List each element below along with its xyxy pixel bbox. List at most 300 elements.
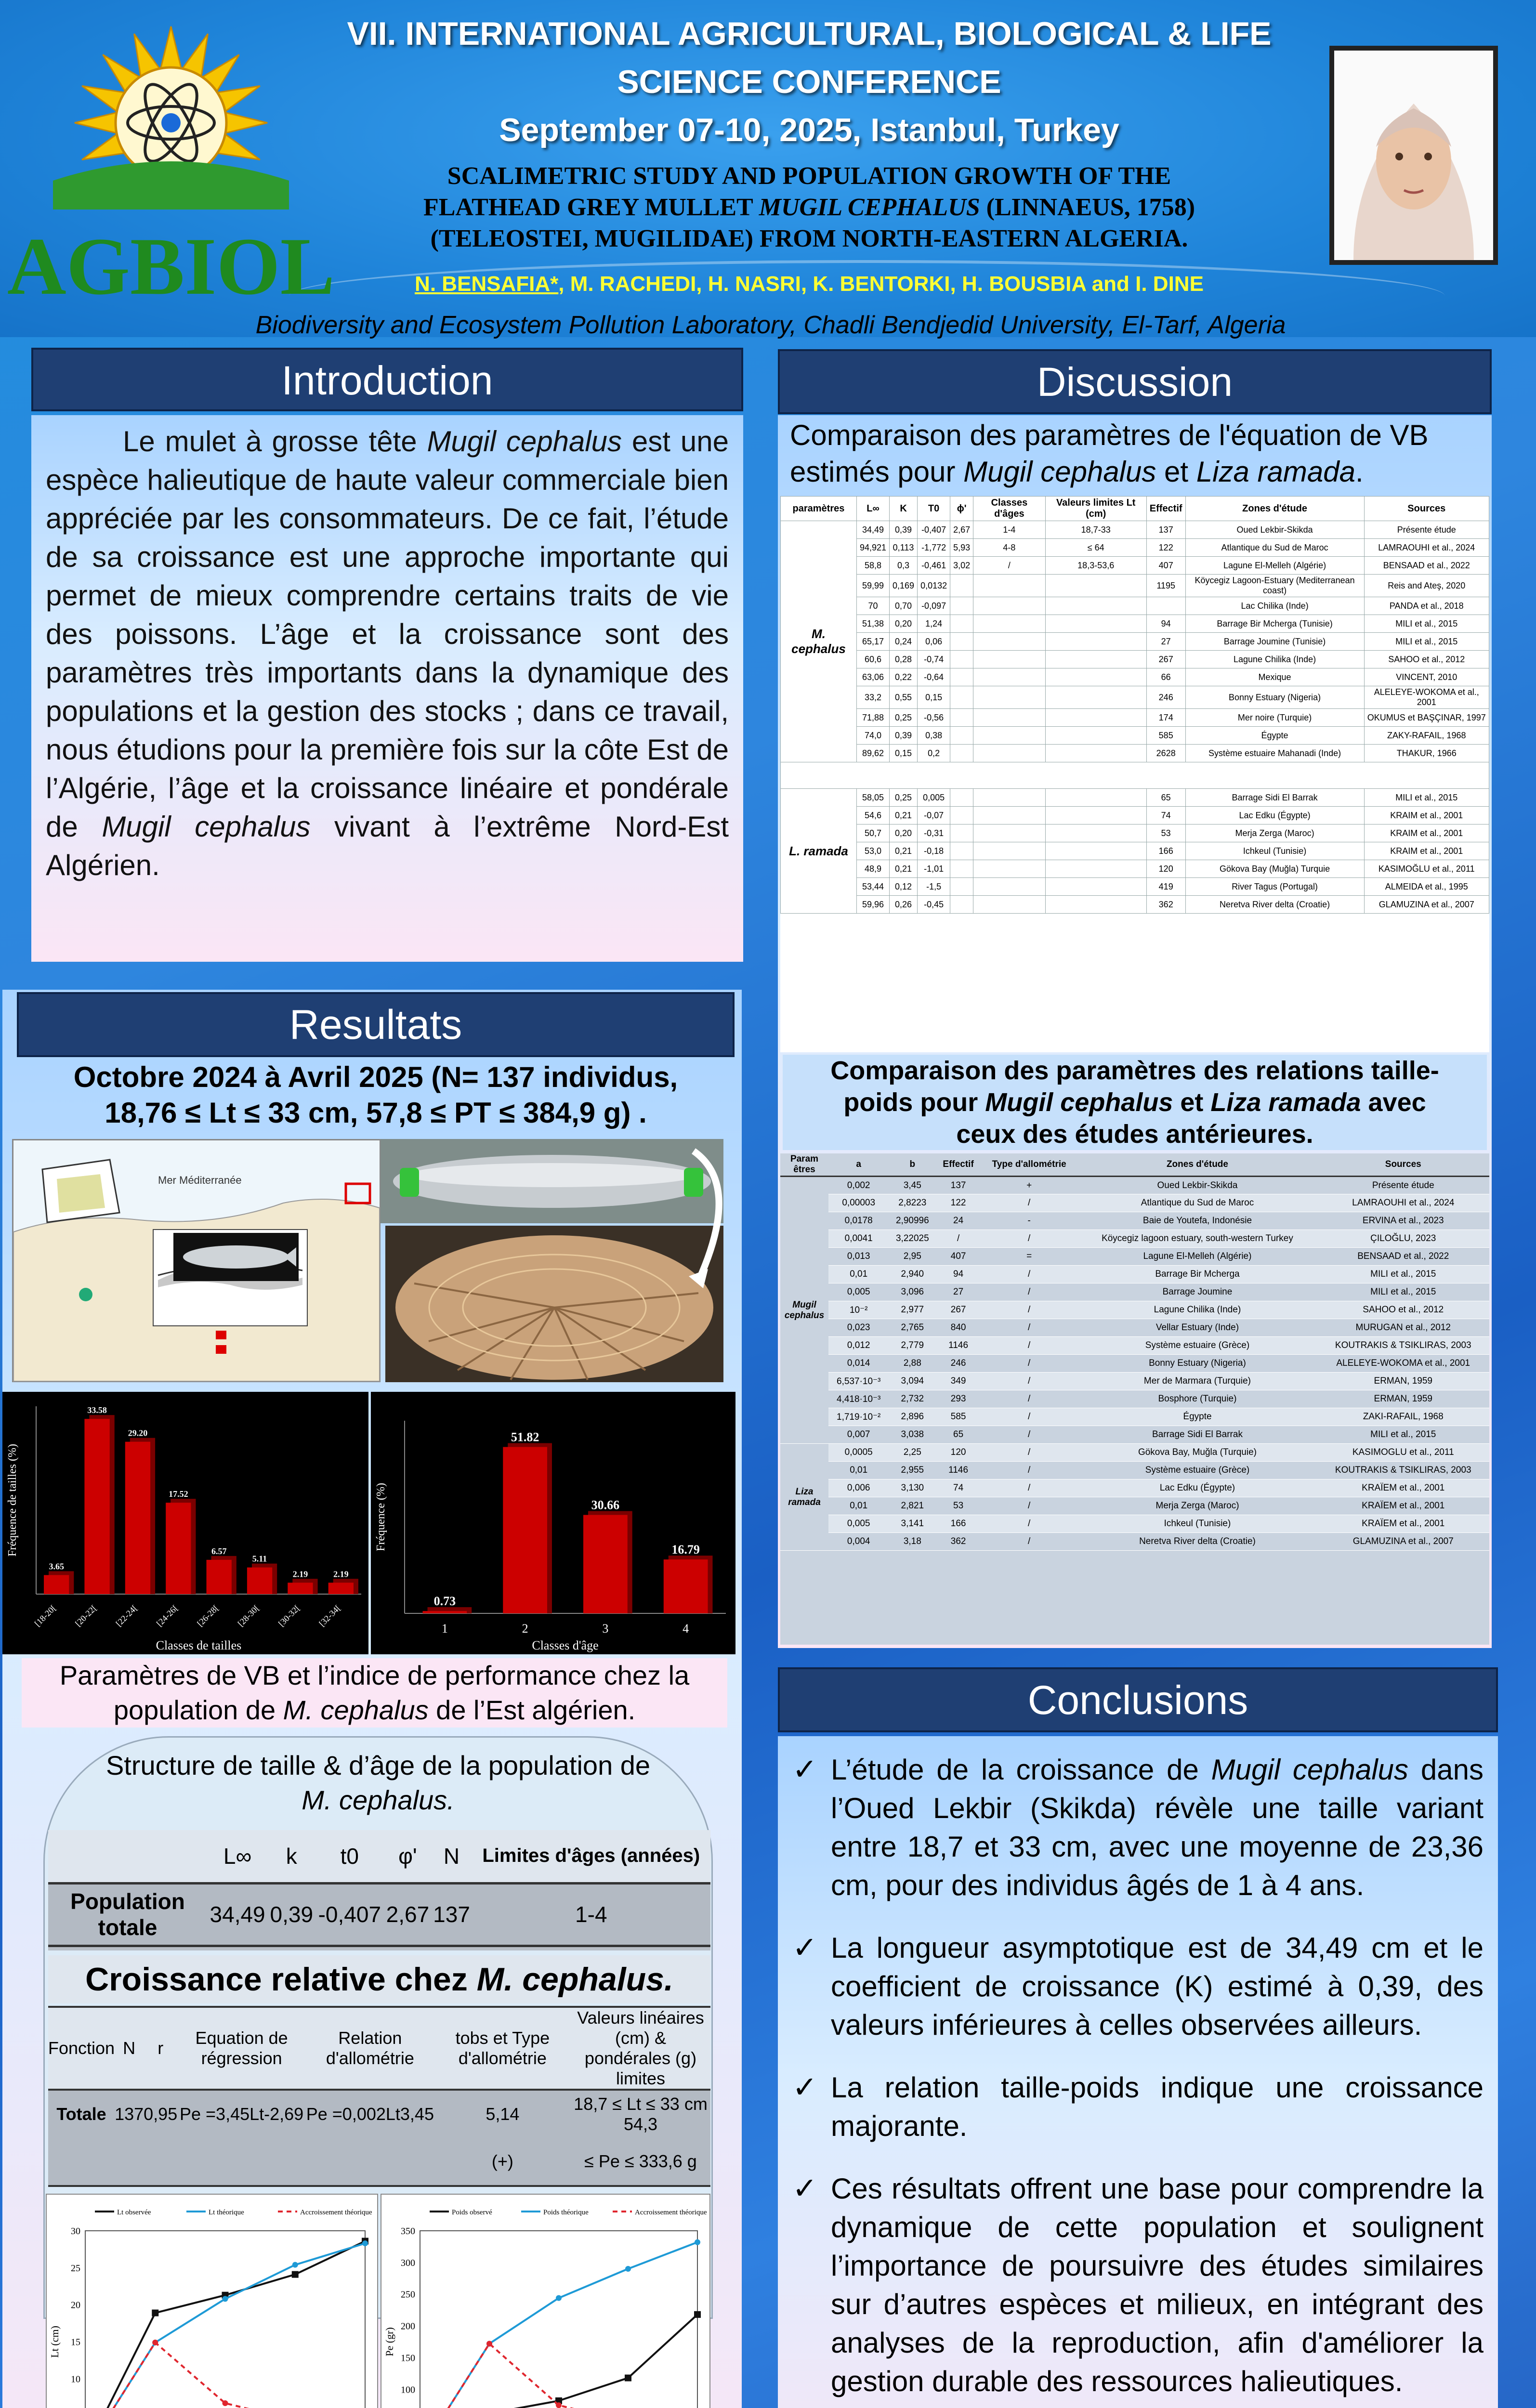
table-cell: Barrage Bir Mcherga xyxy=(1077,1266,1317,1283)
table-cell: 0,06 xyxy=(918,633,950,651)
table-cell: 53 xyxy=(936,1497,981,1515)
table-cell: 120 xyxy=(936,1444,981,1462)
table-cell: 0,113 xyxy=(890,539,918,557)
table-cell: 53,0 xyxy=(856,842,889,860)
table-cell: ZAKI-RAFAIL, 1968 xyxy=(1317,1408,1489,1426)
rel-h-limits: Valeurs linéaires (cm) & pondérales (g) limites xyxy=(577,2008,704,2088)
table-cell: 94 xyxy=(1146,615,1185,633)
vb-parameters-table xyxy=(48,1830,710,1950)
table-cell: 0,005 xyxy=(828,1283,889,1301)
bar-value-label: 30.66 xyxy=(591,1498,620,1512)
rel-h-fonction: Fonction xyxy=(48,2038,115,2058)
table-cell xyxy=(973,807,1045,824)
conclusion-item-2: ✓ La longueur asymptotique est de 34,49 cm et le coefficient de croissance (K) estimé à 0,39, des valeurs inférieures à celles observées ailleurs. xyxy=(788,1929,1483,2044)
lw-comparison-title xyxy=(783,1055,1487,1150)
data-point xyxy=(292,2271,299,2278)
bar-value-label: 29.20 xyxy=(128,1428,148,1438)
table-cell: 2,765 xyxy=(889,1319,936,1337)
table-cell: -0,407 xyxy=(918,521,950,539)
table-cell: Ichkeul (Tunisie) xyxy=(1185,842,1364,860)
table-cell: 3,22025 xyxy=(889,1230,936,1248)
table-cell: 74 xyxy=(936,1479,981,1497)
bar-value-label: 5.11 xyxy=(252,1554,267,1564)
bar-value-label: 51.82 xyxy=(511,1430,539,1444)
table-cell: Barrage Sidi El Barrak xyxy=(1185,789,1364,807)
table-row xyxy=(780,1230,1489,1248)
table-cell: 3,18 xyxy=(889,1533,936,1551)
species-group-label: Liza ramada xyxy=(780,1444,828,1551)
structure-title xyxy=(43,1748,713,1818)
table-cell: 2,8223 xyxy=(889,1194,936,1212)
table-cell: THAKUR, 1966 xyxy=(1364,745,1489,762)
table-row xyxy=(780,1248,1489,1266)
table-cell: / xyxy=(981,1462,1077,1479)
lw-header-cell: b xyxy=(889,1153,936,1177)
rel-equation: Pe =3,45Lt-2,69 xyxy=(180,2104,304,2124)
rel-h-tobs: tobs et Type d'allométrie xyxy=(455,2028,550,2068)
table-cell: VINCENT, 2010 xyxy=(1364,668,1489,686)
table-cell: / xyxy=(981,1337,1077,1355)
table-cell: KRAÏEM et al., 2001 xyxy=(1317,1515,1489,1533)
table-cell: Gökova Bay (Muğla) Turquie xyxy=(1185,860,1364,878)
bar xyxy=(84,1419,109,1594)
table-cell: 1195 xyxy=(1146,575,1185,597)
structure-title-1: Structure de taille & d’âge de la population de xyxy=(105,1750,651,1780)
category-label: [30-32[ xyxy=(276,1603,302,1629)
table-cell: 51,38 xyxy=(856,615,889,633)
table-cell: 0,0178 xyxy=(828,1212,889,1230)
table-cell: 0,15 xyxy=(918,686,950,709)
legend-label: Accroissement théorique xyxy=(635,2209,707,2216)
vb-caption-line-2: population de M. cephalus de l’Est algérien. xyxy=(113,1695,636,1725)
table-cell: 0,01 xyxy=(828,1497,889,1515)
series-line xyxy=(85,2241,365,2408)
table-cell: 1,719·10⁻² xyxy=(828,1408,889,1426)
table-cell: Gökova Bay, Muğla (Turquie) xyxy=(1077,1444,1317,1462)
table-cell: 0,22 xyxy=(890,668,918,686)
table-cell: 174 xyxy=(1146,709,1185,727)
table-cell: / xyxy=(936,1230,981,1248)
rel-fonction: Totale xyxy=(56,2104,106,2124)
vb-h-t0: t0 xyxy=(340,1843,359,1869)
discussion-heading: Discussion xyxy=(778,349,1492,414)
table-cell: Mer de Marmara (Turquie) xyxy=(1077,1373,1317,1390)
species-group-label: Mugil cephalus xyxy=(780,1177,828,1444)
introduction-panel xyxy=(31,415,743,962)
table-cell: 3,141 xyxy=(889,1515,936,1533)
rel-weight-limits: ≤ Pe ≤ 333,6 g xyxy=(584,2151,697,2171)
data-point xyxy=(486,2341,492,2346)
conference-line-3: September 07-10, 2025, Istanbul, Turkey xyxy=(499,112,1119,148)
table-cell: 137 xyxy=(1146,521,1185,539)
table-cell: 0,012 xyxy=(828,1337,889,1355)
table-row xyxy=(781,557,1489,575)
table-cell xyxy=(1045,651,1146,668)
vb-header-cell: Effectif xyxy=(1146,497,1185,521)
table-cell: / xyxy=(981,1533,1077,1551)
bar-value-label: 16.79 xyxy=(671,1543,700,1557)
table-cell xyxy=(973,668,1045,686)
spacer-cell xyxy=(781,762,1489,789)
table-cell: 3,096 xyxy=(889,1283,936,1301)
table-row xyxy=(781,824,1489,842)
table-cell: KOUTRAKIS & TSIKLIRAS, 2003 xyxy=(1317,1337,1489,1355)
data-point xyxy=(694,2311,701,2318)
vb-n: 137 xyxy=(433,1902,470,1927)
table-cell: 2,732 xyxy=(889,1390,936,1408)
table-cell xyxy=(973,896,1045,914)
table-cell: KRAIM et al., 2001 xyxy=(1364,807,1489,824)
table-cell xyxy=(950,789,973,807)
table-cell: Oued Lekbir-Skikda xyxy=(1077,1177,1317,1194)
table-cell: PANDA et al., 2018 xyxy=(1364,597,1489,615)
data-point xyxy=(152,2310,158,2316)
bar xyxy=(247,1568,272,1594)
table-cell: 166 xyxy=(1146,842,1185,860)
rel-r2-1 xyxy=(115,2138,144,2186)
table-cell: MILI et al., 2015 xyxy=(1317,1266,1489,1283)
table-row xyxy=(780,1194,1489,1212)
table-cell: ERVINA et al., 2023 xyxy=(1317,1212,1489,1230)
table-cell: 34,49 xyxy=(856,521,889,539)
table-row xyxy=(780,1212,1489,1230)
table-cell xyxy=(1045,745,1146,762)
lw-header-cell: Type d'allométrie xyxy=(981,1153,1077,1177)
table-cell: 89,62 xyxy=(856,745,889,762)
table-cell: Lac Chilika (Inde) xyxy=(1185,597,1364,615)
table-cell xyxy=(950,807,973,824)
table-row xyxy=(781,651,1489,668)
conclusions-heading: Conclusions xyxy=(778,1667,1498,1732)
table-cell: 0,005 xyxy=(918,789,950,807)
table-cell: / xyxy=(981,1390,1077,1408)
table-cell xyxy=(1045,597,1146,615)
table-cell: 0,26 xyxy=(890,896,918,914)
bar xyxy=(44,1575,69,1594)
table-row xyxy=(781,615,1489,633)
title-line-3: (TELEOSTEI, MUGILIDAE) FROM NORTH-EASTERN ALGERIA. xyxy=(430,225,1188,252)
table-cell: 0,55 xyxy=(890,686,918,709)
table-cell xyxy=(973,597,1045,615)
table-cell: ≤ 64 xyxy=(1045,539,1146,557)
table-cell: / xyxy=(981,1515,1077,1533)
sample-description xyxy=(17,1060,735,1131)
introduction-text: Le mulet à grosse tête Mugil cephalus est une espèce halieutique de haute valeur commerciale bien appréciée par les consommateurs. De ce fait, l’étude de sa croissance est une approche importante qui permet de mieux comprendre certains traits de vie des poissons. L’âge et la croissance sont des paramètres très importants dans la dynamique des populations et la gestion des stocks ; dans ce travail, nous étudions pour la première fois sur la côte Est de l’Algérie, l’âge et la croissance linéaire et pondérale de Mugil cephalus vivant à l’extrême Nord-Est Algérien. xyxy=(46,425,729,881)
bar-value-label: 2.19 xyxy=(333,1569,349,1579)
table-cell: 5,93 xyxy=(950,539,973,557)
table-cell xyxy=(1045,633,1146,651)
table-cell: Merja Zerga (Maroc) xyxy=(1077,1497,1317,1515)
table-cell: KRAÏEM et al., 2001 xyxy=(1317,1497,1489,1515)
table-cell: 0,01 xyxy=(828,1462,889,1479)
table-cell: MILI et al., 2015 xyxy=(1317,1283,1489,1301)
table-cell: 65,17 xyxy=(856,633,889,651)
legend-label: Lt observée xyxy=(117,2209,151,2216)
arrow-connector xyxy=(689,1146,742,1291)
table-cell: OKUMUS et BAŞÇINAR, 1997 xyxy=(1364,709,1489,727)
y-tick-label: 200 xyxy=(401,2321,415,2332)
table-cell: 59,96 xyxy=(856,896,889,914)
y-tick-label: 300 xyxy=(401,2257,415,2268)
table-cell: 840 xyxy=(936,1319,981,1337)
table-cell: Baie de Youtefa, Indonésie xyxy=(1077,1212,1317,1230)
table-cell: 48,9 xyxy=(856,860,889,878)
table-row xyxy=(781,789,1489,807)
table-cell: Égypte xyxy=(1077,1408,1317,1426)
conference-line-1: VII. INTERNATIONAL AGRICULTURAL, BIOLOGICAL & LIFE xyxy=(347,15,1272,52)
table-cell: KASIMOGLU et al., 2011 xyxy=(1317,1444,1489,1462)
table-cell: Présente étude xyxy=(1364,521,1489,539)
table-cell xyxy=(950,633,973,651)
table-cell: -0,097 xyxy=(918,597,950,615)
authors: N. BENSAFIA*, M. RACHEDI, H. NASRI, K. BENTORKI, H. BOUSBIA and I. DINE xyxy=(415,272,1204,296)
series-line xyxy=(420,2315,697,2408)
conference-line-2: SCIENCE CONFERENCE xyxy=(617,64,1001,100)
table-cell: 71,88 xyxy=(856,709,889,727)
table-cell: KASIMOĞLU et al., 2011 xyxy=(1364,860,1489,878)
table-cell: / xyxy=(981,1230,1077,1248)
table-cell: 74 xyxy=(1146,807,1185,824)
table-cell: -0,461 xyxy=(918,557,950,575)
table-cell: / xyxy=(981,1479,1077,1497)
vb-h-n: N xyxy=(443,1843,460,1869)
relative-growth-title: Croissance relative chez M. cephalus. xyxy=(48,1955,710,2003)
table-cell xyxy=(973,824,1045,842)
table-cell xyxy=(950,860,973,878)
conclusion-item-1: ✓ L’étude de la croissance de Mugil cephalus dans l’Oued Lekbir (Skikda) révèle une taille variant entre 18,7 et 33 cm, avec une moyenne de 23,36 cm, pour des individus âgés de 1 à 4 ans. xyxy=(788,1751,1483,1905)
table-cell: 0,007 xyxy=(828,1426,889,1444)
rel-r2-0 xyxy=(48,2138,115,2186)
table-cell: ERMAN, 1959 xyxy=(1317,1390,1489,1408)
table-cell xyxy=(950,686,973,709)
table-cell: 2,977 xyxy=(889,1301,936,1319)
table-row xyxy=(780,1266,1489,1283)
vb-k: 0,39 xyxy=(270,1902,314,1927)
table-cell: Mexique xyxy=(1185,668,1364,686)
series-line xyxy=(420,2242,697,2408)
table-cell: 0,21 xyxy=(890,842,918,860)
length-growth-chart xyxy=(46,2194,378,2408)
table-row xyxy=(781,521,1489,539)
table-cell: -0,18 xyxy=(918,842,950,860)
y-tick-label: 100 xyxy=(401,2384,415,2395)
introduction-heading: Introduction xyxy=(31,348,743,411)
table-cell: Neretva River delta (Croatie) xyxy=(1077,1533,1317,1551)
table-cell xyxy=(1045,842,1146,860)
table-cell: Merja Zerga (Maroc) xyxy=(1185,824,1364,842)
table-cell: 2,821 xyxy=(889,1497,936,1515)
legend-label: Accroissement théorique xyxy=(300,2209,372,2216)
table-cell: 0,21 xyxy=(890,860,918,878)
vb-header-cell: Zones d'étude xyxy=(1185,497,1364,521)
rel-r2-4 xyxy=(306,2138,434,2186)
table-cell: 1-4 xyxy=(973,521,1045,539)
table-cell: 137 xyxy=(936,1177,981,1194)
table-cell: LAMRAOUHI et al., 2024 xyxy=(1364,539,1489,557)
category-label: [18-20[ xyxy=(32,1603,58,1629)
table-cell: 122 xyxy=(1146,539,1185,557)
conclusions-panel xyxy=(778,1736,1498,2408)
table-cell: / xyxy=(973,557,1045,575)
table-row xyxy=(781,668,1489,686)
y-axis-title: Pe (gr) xyxy=(383,2327,395,2356)
category-label: [20-22[ xyxy=(73,1603,99,1629)
bar xyxy=(423,1611,467,1613)
table-cell xyxy=(973,745,1045,762)
table-cell: Lagune El-Melleh (Algérie) xyxy=(1185,557,1364,575)
table-cell: 0,39 xyxy=(890,727,918,745)
rel-n: 137 xyxy=(115,2104,144,2124)
table-row xyxy=(780,1408,1489,1426)
table-cell: -1,5 xyxy=(918,878,950,896)
data-point xyxy=(223,2400,228,2406)
table-cell: 0,023 xyxy=(828,1319,889,1337)
table-row xyxy=(780,1497,1489,1515)
table-row xyxy=(781,745,1489,762)
table-row xyxy=(780,1177,1489,1194)
table-cell: MILI et al., 2015 xyxy=(1364,633,1489,651)
category-label: 4 xyxy=(683,1622,689,1636)
table-cell: / xyxy=(981,1319,1077,1337)
relative-growth-table xyxy=(48,2006,710,2182)
category-label: [28-30[ xyxy=(236,1603,261,1629)
table-cell: 362 xyxy=(1146,896,1185,914)
vb-header-cell: Valeurs limites Lt (cm) xyxy=(1045,497,1146,521)
category-label: [26-28[ xyxy=(195,1603,221,1629)
table-row xyxy=(781,842,1489,860)
size-frequency-chart xyxy=(2,1392,368,1654)
table-cell: 0,006 xyxy=(828,1479,889,1497)
vb-comparison-table xyxy=(780,496,1489,1052)
table-cell: 0,25 xyxy=(890,789,918,807)
table-row xyxy=(780,1319,1489,1337)
table-row xyxy=(781,575,1489,597)
data-point xyxy=(556,2402,562,2408)
table-cell: ALELEYE-WOKOMA et al., 2001 xyxy=(1364,686,1489,709)
lw-title-3: ceux des études antérieures. xyxy=(956,1120,1313,1149)
table-cell: Barrage Joumine xyxy=(1077,1283,1317,1301)
table-cell xyxy=(1045,878,1146,896)
table-cell: 1,24 xyxy=(918,615,950,633)
structure-title-2: M. cephalus. xyxy=(302,1785,455,1815)
y-tick-label: 250 xyxy=(401,2289,415,2300)
table-cell: 349 xyxy=(936,1373,981,1390)
table-cell: 2,940 xyxy=(889,1266,936,1283)
table-cell: 50,7 xyxy=(856,824,889,842)
table-cell: Bosphore (Turquie) xyxy=(1077,1390,1317,1408)
species-group-label: M. cephalus xyxy=(781,521,857,762)
x-axis-title: Classes d'âge xyxy=(532,1638,599,1652)
map-sea-label: Mer Méditerranée xyxy=(158,1174,242,1186)
table-cell: River Tagus (Portugal) xyxy=(1185,878,1364,896)
x-axis-title: Classes de tailles xyxy=(156,1638,242,1652)
table-cell xyxy=(973,878,1045,896)
table-cell: 246 xyxy=(936,1355,981,1373)
data-point xyxy=(292,2262,298,2268)
data-point xyxy=(223,2296,228,2302)
fish-inset xyxy=(173,1233,299,1281)
table-cell xyxy=(950,745,973,762)
table-cell: Système estuaire (Grèce) xyxy=(1077,1337,1317,1355)
table-cell: 293 xyxy=(936,1390,981,1408)
rel-h-r: r xyxy=(158,2038,164,2058)
category-label: [32-34[ xyxy=(317,1603,342,1629)
table-cell: 2628 xyxy=(1146,745,1185,762)
sample-line-1: Octobre 2024 à Avril 2025 (N= 137 individus, xyxy=(73,1061,678,1093)
data-point xyxy=(362,2240,368,2246)
rel-tobs: 5,14 xyxy=(486,2104,520,2124)
table-cell: / xyxy=(981,1444,1077,1462)
lw-header-cell: Zones d'étude xyxy=(1077,1153,1317,1177)
series-line xyxy=(85,2343,365,2408)
table-cell xyxy=(950,575,973,597)
sample-line-2: 18,76 ≤ Lt ≤ 33 cm, 57,8 ≤ PT ≤ 384,9 g) . xyxy=(105,1097,647,1129)
table-cell: 0,24 xyxy=(890,633,918,651)
table-cell xyxy=(1045,575,1146,597)
table-row xyxy=(781,597,1489,615)
table-cell xyxy=(950,651,973,668)
table-cell: SAHOO et al., 2012 xyxy=(1364,651,1489,668)
y-axis-title: Fréquence de tailles (%) xyxy=(6,1444,19,1557)
table-row xyxy=(780,1390,1489,1408)
table-cell: 4,418·10⁻³ xyxy=(828,1390,889,1408)
rel-r2-2 xyxy=(144,2138,177,2186)
table-cell: - xyxy=(981,1212,1077,1230)
table-cell: 65 xyxy=(936,1426,981,1444)
table-cell: Atlantique du Sud de Maroc xyxy=(1185,539,1364,557)
table-cell: -1,01 xyxy=(918,860,950,878)
table-cell: 0,0041 xyxy=(828,1230,889,1248)
table-cell: 65 xyxy=(1146,789,1185,807)
category-label: 1 xyxy=(441,1622,448,1636)
table-cell: KRAÏEM et al., 2001 xyxy=(1317,1479,1489,1497)
table-cell: -0,31 xyxy=(918,824,950,842)
table-cell: KRAIM et al., 2001 xyxy=(1364,842,1489,860)
table-cell: 2,90996 xyxy=(889,1212,936,1230)
table-cell: 6,537·10⁻³ xyxy=(828,1373,889,1390)
vb-caption-line-1: Paramètres de VB et l’indice de performance chez la xyxy=(59,1660,690,1690)
table-cell: Neretva River delta (Croatie) xyxy=(1185,896,1364,914)
y-tick-label: 25 xyxy=(71,2263,80,2274)
data-point xyxy=(695,2239,700,2245)
table-cell xyxy=(973,686,1045,709)
table-cell: 0,25 xyxy=(890,709,918,727)
table-cell: LAMRAOUHI et al., 2024 xyxy=(1317,1194,1489,1212)
lw-header-cell: Sources xyxy=(1317,1153,1489,1177)
data-point xyxy=(556,2295,562,2301)
y-tick-label: 350 xyxy=(401,2226,415,2237)
table-cell: -0,07 xyxy=(918,807,950,824)
table-cell: 267 xyxy=(936,1301,981,1319)
table-cell: 0,28 xyxy=(890,651,918,668)
conclusion-item-3: ✓ La relation taille-poids indique une croissance majorante. xyxy=(788,2068,1483,2146)
table-cell xyxy=(950,896,973,914)
series-line xyxy=(85,2243,365,2408)
table-cell: 58,05 xyxy=(856,789,889,807)
table-cell: 33,2 xyxy=(856,686,889,709)
table-cell xyxy=(973,575,1045,597)
vb-h-phi: φ' xyxy=(398,1843,417,1869)
table-cell: Barrage Joumine (Tunisie) xyxy=(1185,633,1364,651)
table-cell: 0,21 xyxy=(890,807,918,824)
table-row xyxy=(781,727,1489,745)
table-row xyxy=(780,1426,1489,1444)
lw-title-2: poids pour Mugil cephalus et Liza ramada avec xyxy=(843,1088,1426,1117)
table-cell xyxy=(973,633,1045,651)
table-cell: 1146 xyxy=(936,1337,981,1355)
discussion-intro: Comparaison des paramètres de l'équation de VB estimés pour Mugil cephalus et Liza ramada. xyxy=(790,419,1429,488)
legend-label: Poids observé xyxy=(452,2209,492,2216)
